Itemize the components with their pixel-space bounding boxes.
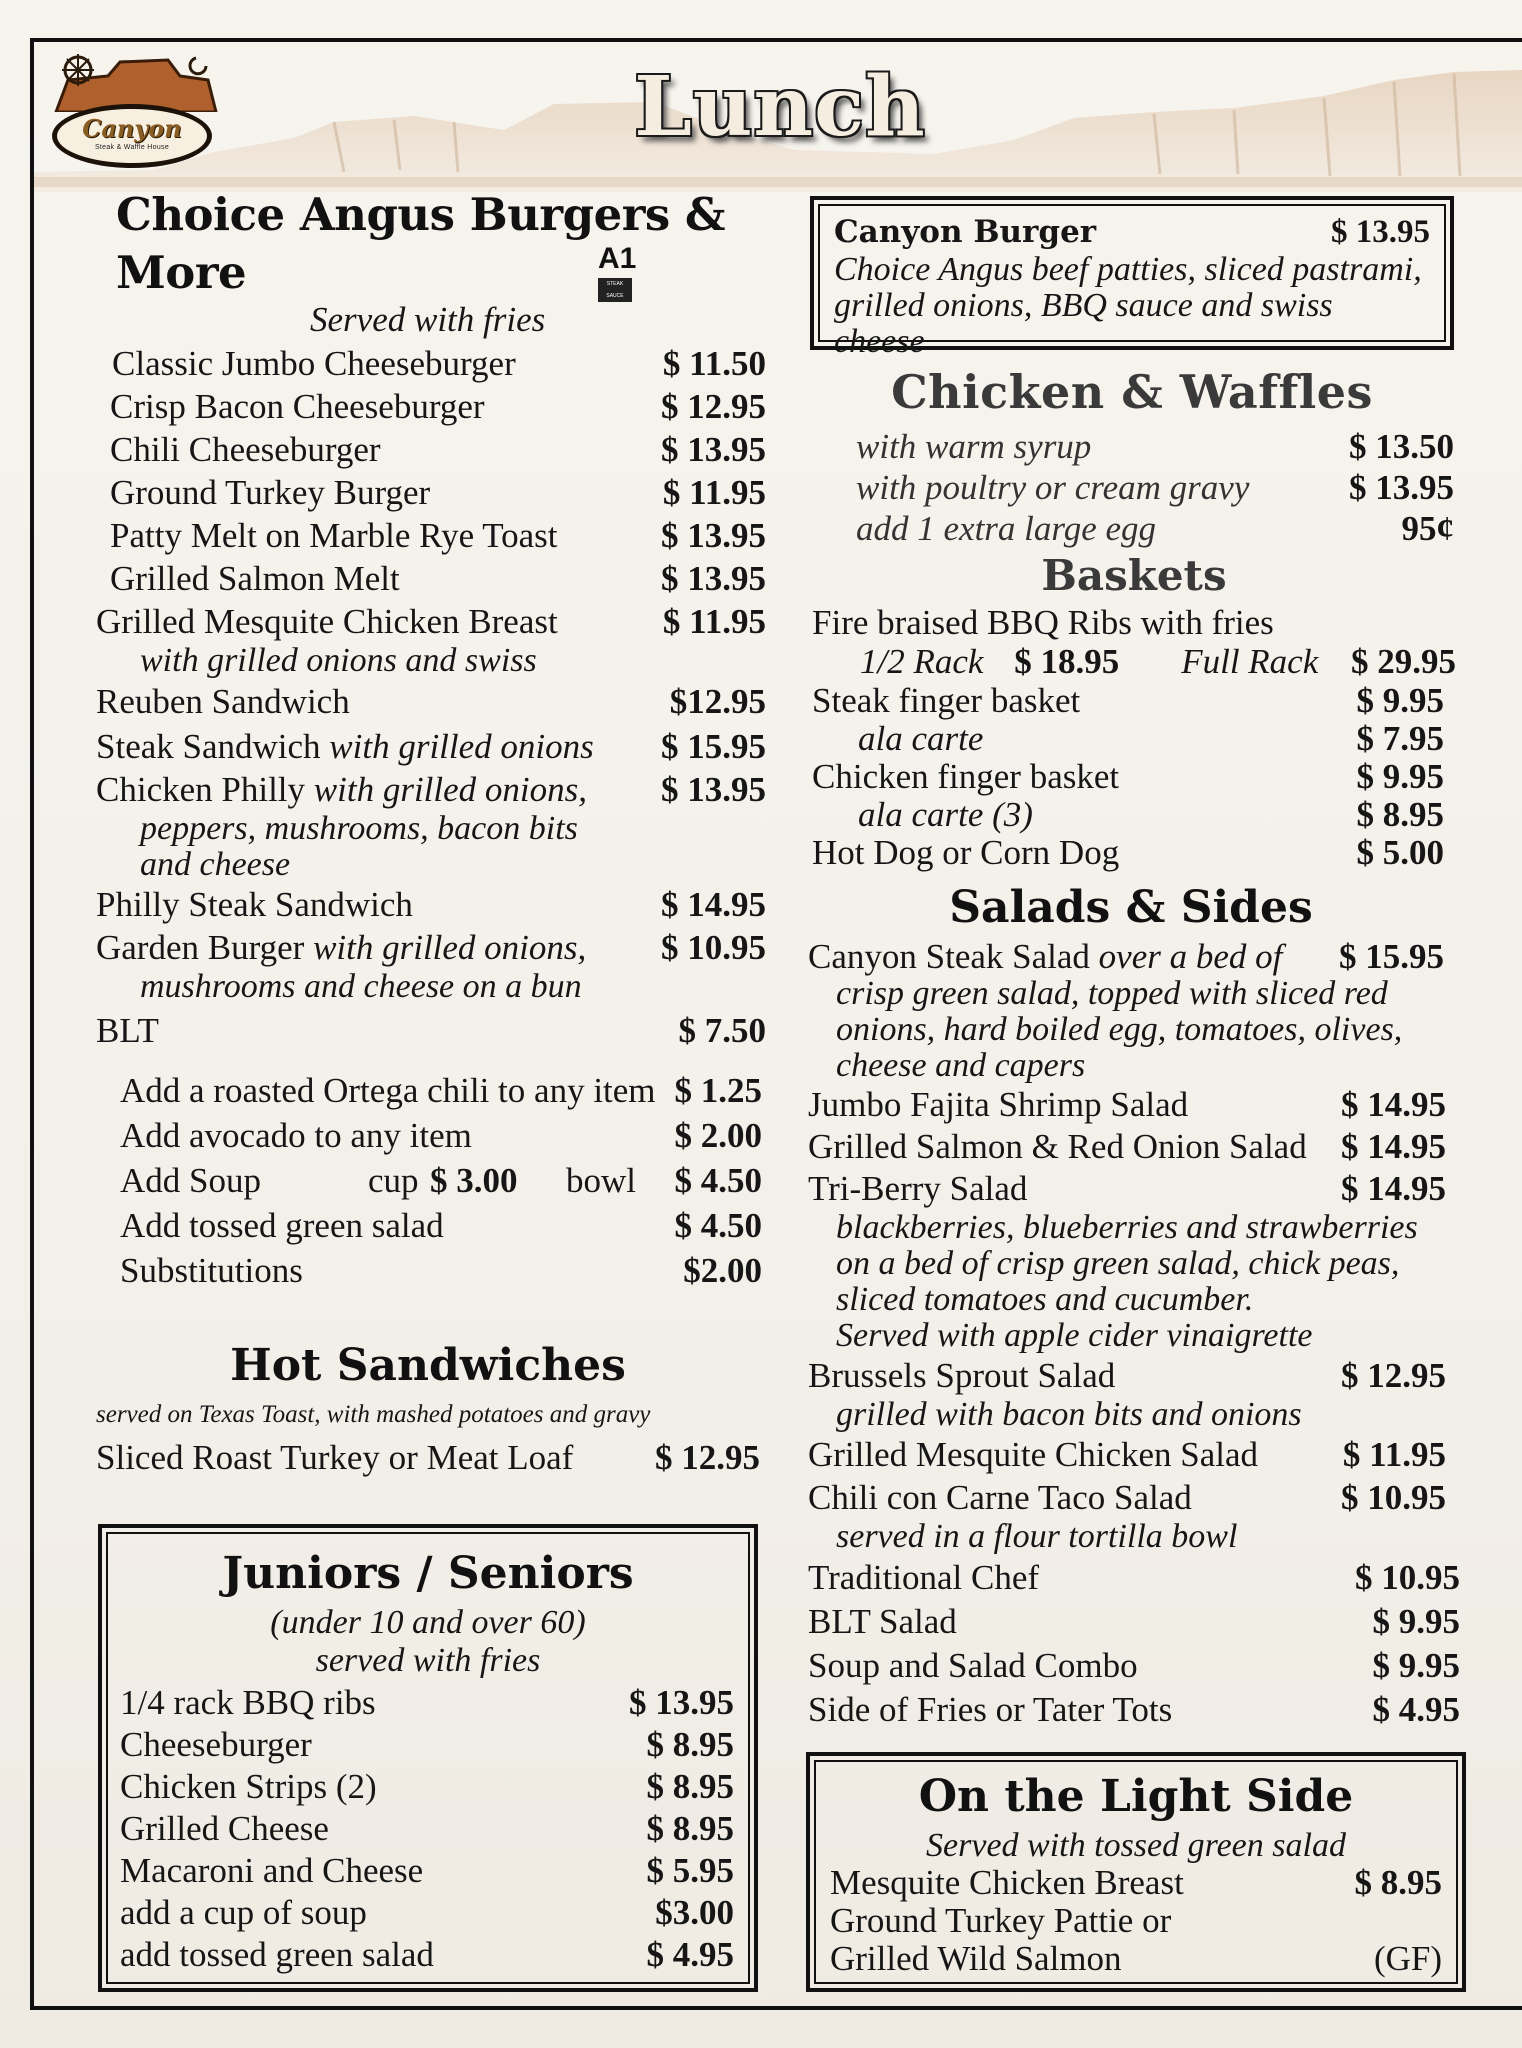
item-name: Chicken finger basket: [812, 757, 1120, 796]
mesa-logo-icon: [48, 52, 220, 112]
light-side-row-1: [830, 1864, 1442, 1902]
item-price: $ 13.95: [661, 770, 766, 809]
waffles-section: [810, 358, 1454, 549]
salad-item: [808, 1688, 1460, 1732]
addon-item: [120, 1248, 760, 1293]
gf-badge: (GF): [1373, 1939, 1442, 1978]
item-name: Hot Dog or Corn Dog: [812, 833, 1120, 872]
burger-item: [96, 679, 766, 725]
item-name: ala carte (3): [858, 795, 1033, 834]
item-name-group: [110, 428, 381, 471]
steak-salad-desc: [836, 976, 1454, 1084]
item-name: with warm syrup: [856, 427, 1092, 466]
addon-item: [120, 1068, 760, 1113]
item-name: Side of Fries or Tater Tots: [808, 1690, 1173, 1729]
item-price: $ 9.95: [1356, 681, 1444, 720]
logo-subtitle: Steak & Waffle House: [94, 144, 170, 151]
salad-item: [808, 1644, 1460, 1688]
item-name: Reuben Sandwich: [96, 682, 350, 721]
item-price: $ 13.95: [661, 430, 766, 469]
item-price: $ 11.50: [662, 344, 766, 383]
item-name: Soup and Salad Combo: [808, 1646, 1138, 1685]
item-name: BLT: [96, 1011, 159, 1050]
baskets-section: [812, 548, 1456, 872]
item-price: $ 10.95: [661, 928, 766, 967]
item-price: $12.95: [669, 682, 766, 721]
item-price: $ 13.95: [661, 516, 766, 555]
item-name: Crisp Bacon Cheeseburger: [110, 387, 485, 426]
steak-salad-inline: over a bed of: [1098, 937, 1283, 976]
bowl-label: bowl: [566, 1161, 636, 1200]
item-price: $ 10.95: [1341, 1478, 1446, 1517]
item-price: $ 14.95: [661, 885, 766, 924]
full-rack-price: $ 29.95: [1351, 642, 1456, 681]
item-name: Brussels Sprout Salad: [808, 1356, 1116, 1395]
ribs-row: [812, 604, 1456, 642]
junior-item: [120, 1682, 734, 1724]
junior-item: [120, 1766, 734, 1808]
item-name: Tri-Berry Salad: [808, 1169, 1028, 1208]
item-price: $ 13.95: [661, 559, 766, 598]
item-name: Grilled Cheese: [120, 1809, 329, 1848]
waffle-item: [856, 426, 1454, 467]
item-name: Philly Steak Sandwich: [96, 885, 413, 924]
item-inline-desc: with grilled onions: [329, 727, 594, 766]
item-name: Patty Melt on Marble Rye Toast: [110, 516, 558, 555]
brussels-desc: grilled with bacon bits and onions: [836, 1396, 1302, 1433]
desc-line: onions, hard boiled egg, tomatoes, olives,: [836, 1011, 1403, 1048]
item-price: $ 2.00: [674, 1116, 762, 1155]
hot-sandwiches-subtitle: served on Texas Toast, with mashed potatoes and gravy: [96, 1401, 651, 1428]
item-price: $ 12.95: [1341, 1356, 1446, 1395]
item-name: Steak Sandwich: [96, 727, 321, 766]
addon-item: [120, 1113, 760, 1158]
item-name: Steak finger basket: [812, 681, 1081, 720]
item-price: $ 9.95: [1356, 757, 1444, 796]
salad-mid-list: [808, 1084, 1454, 1210]
item-price: $ 4.95: [1372, 1690, 1460, 1729]
canyon-burger-row: [834, 212, 1430, 252]
salad-item: [808, 1084, 1454, 1126]
item-name: Chicken Strips (2): [120, 1767, 377, 1806]
item-name-group: [110, 385, 485, 428]
item-price: $ 8.95: [646, 1767, 734, 1806]
chili-salad-row: [808, 1478, 1454, 1518]
item-price: $ 9.95: [1372, 1646, 1460, 1685]
item-price: $ 13.50: [1349, 427, 1454, 466]
brussels-row: [808, 1354, 1454, 1398]
burger-item: [112, 342, 766, 385]
desc-line: sliced tomatoes and cucumber.: [836, 1281, 1254, 1318]
item-price: $ 11.95: [662, 602, 766, 641]
item-name-group: [110, 471, 430, 514]
item-name: Chicken Philly: [96, 770, 306, 809]
triberry-desc: [836, 1210, 1454, 1354]
cup-label: cup: [368, 1161, 419, 1200]
addon-item: [120, 1203, 760, 1248]
item-price: $ 7.50: [678, 1011, 766, 1050]
burgers-title: Choice Angus Burgers & More: [116, 188, 726, 299]
item-name: Add tossed green salad: [120, 1206, 444, 1245]
item-name-group: [110, 557, 400, 600]
item-desc: with grilled onions and swiss: [140, 642, 537, 679]
junior-item: [120, 1934, 734, 1976]
canyon-burger-price: $ 13.95: [1331, 214, 1430, 250]
item-name-group: [96, 600, 558, 643]
juniors-subtitle-2: served with fries: [315, 1642, 541, 1679]
item-desc: mushrooms and cheese on a bun: [140, 968, 582, 1005]
salad-item: [808, 1168, 1454, 1210]
half-rack-group: [860, 642, 1119, 682]
juniors-box: [98, 1524, 758, 1992]
full-rack-group: [1181, 642, 1456, 682]
burger-item: [96, 725, 766, 768]
item-price: $ 5.00: [1356, 833, 1444, 872]
salad-item: [808, 1556, 1460, 1600]
juniors-subtitle: (under 10 and over 60): [270, 1604, 586, 1641]
item-name: Grilled Salmon Melt: [110, 559, 400, 598]
light-side-line-2: Ground Turkey Pattie or: [830, 1901, 1172, 1940]
left-column: [96, 186, 766, 1052]
item-price: $ 1.25: [674, 1071, 762, 1110]
basket-item: [812, 682, 1456, 720]
item-price: $ 4.95: [646, 1935, 734, 1974]
junior-item: [120, 1850, 734, 1892]
item-name: Substitutions: [120, 1251, 303, 1290]
item-price: $2.00: [683, 1251, 762, 1290]
basket-item: [812, 720, 1456, 758]
salad-item: [808, 1600, 1460, 1644]
item-name: Classic Jumbo Cheeseburger: [112, 344, 516, 383]
item-name: 1/4 rack BBQ ribs: [120, 1683, 376, 1722]
item-price: $3.00: [655, 1893, 734, 1932]
item-name: Garden Burger: [96, 928, 305, 967]
cup-price: $ 3.00: [430, 1161, 518, 1200]
burger-item: [96, 883, 766, 926]
desc-line: crisp green salad, topped with sliced red: [836, 975, 1388, 1012]
item-name: Grilled Mesquite Chicken Breast: [96, 602, 558, 641]
burger-item: [110, 557, 766, 600]
basket-item: [812, 758, 1456, 796]
desc-line: blackberries, blueberries and strawberries: [836, 1209, 1418, 1246]
item-price: $ 13.95: [629, 1683, 734, 1722]
canyon-burger-desc-2: grilled onions, BBQ sauce and swiss cheese: [834, 287, 1333, 360]
desc-line: Served with apple cider vinaigrette: [836, 1317, 1313, 1354]
junior-item: [120, 1724, 734, 1766]
canyon-burger-name: Canyon Burger: [834, 214, 1097, 250]
item-name: Cheeseburger: [120, 1725, 312, 1764]
steak-salad-name-group: [808, 938, 1282, 976]
mesquite-salad-row: [808, 1432, 1454, 1478]
burger-item: [110, 514, 766, 557]
light-side-box: [806, 1752, 1466, 1992]
waffles-title: Chicken & Waffles: [891, 365, 1373, 419]
item-name-group: [96, 725, 594, 768]
item-name: add 1 extra large egg: [856, 509, 1157, 548]
item-name-group: [96, 926, 586, 969]
juniors-box-inner: [106, 1532, 750, 1984]
item-name: Traditional Chef: [808, 1558, 1040, 1597]
steak-salad-name: Canyon Steak Salad: [808, 937, 1090, 976]
item-name: with poultry or cream gravy: [856, 468, 1250, 507]
item-name-group: [96, 1009, 159, 1052]
light-side-line-3: Grilled Wild Salmon: [830, 1939, 1122, 1978]
full-rack-label: Full Rack: [1181, 642, 1319, 681]
item-price: 95¢: [1401, 509, 1454, 548]
item-name: Chili con Carne Taco Salad: [808, 1478, 1192, 1517]
basket-item: [812, 834, 1456, 872]
salads-title: Salads & Sides: [949, 882, 1313, 933]
hot-sandwich-item: [96, 1436, 760, 1479]
juniors-list: [120, 1682, 734, 1976]
item-name: Macaroni and Cheese: [120, 1851, 424, 1890]
canyon-burger-box: [810, 196, 1454, 360]
item-price: $ 4.50: [674, 1206, 762, 1245]
junior-item: [120, 1808, 734, 1850]
light-side-row-2: [830, 1902, 1442, 1940]
addons-list: [120, 1068, 760, 1293]
item-inline-desc: with grilled onions,: [313, 928, 587, 967]
steak-salad-row: [808, 938, 1454, 976]
item-name: Grilled Salmon & Red Onion Salad: [808, 1127, 1307, 1166]
item-price: $ 4.50: [674, 1161, 762, 1200]
item-price: $ 12.95: [661, 387, 766, 426]
item-name: Ground Turkey Burger: [110, 473, 431, 512]
item-price: $ 7.95: [1356, 719, 1444, 758]
light-side-title: On the Light Side: [918, 1771, 1354, 1822]
item-price: $ 8.95: [646, 1809, 734, 1848]
steak-salad-price: $ 15.95: [1339, 937, 1444, 976]
burger-item: [110, 471, 766, 514]
half-rack-label: 1/2 Rack: [860, 642, 984, 681]
burgers-subtitle: Served with fries: [310, 300, 546, 339]
item-price: $ 14.95: [1341, 1085, 1446, 1124]
light-side-box-inner: [814, 1760, 1458, 1984]
item-desc: peppers, mushrooms, bacon bits: [140, 810, 578, 847]
light-side-price: $ 8.95: [1354, 1863, 1442, 1902]
light-side-subtitle: Served with tossed green salad: [926, 1827, 1346, 1864]
juniors-title: Juniors / Seniors: [222, 1548, 634, 1599]
junior-item: [120, 1892, 734, 1934]
page-title: Lunch: [634, 59, 926, 155]
logo-badge: [52, 104, 212, 168]
ribs-prices-row: [812, 642, 1456, 682]
item-price: $ 8.95: [1356, 795, 1444, 834]
chili-salad-desc: served in a flour tortilla bowl: [836, 1518, 1238, 1555]
item-name: ala carte: [858, 719, 984, 758]
item-price: $ 14.95: [1341, 1127, 1446, 1166]
burger-item: [110, 385, 766, 428]
item-name: add tossed green salad: [120, 1935, 434, 1974]
item-desc-2: and cheese: [140, 846, 291, 883]
burger-item: [110, 428, 766, 471]
a1-sauce-icon: A1 STEAK SAUCE: [598, 244, 632, 300]
item-name: Add a roasted Ortega chili to any item: [120, 1071, 656, 1110]
item-price: $ 5.95: [646, 1851, 734, 1890]
burger-item: [96, 600, 766, 643]
burger-item: [96, 768, 766, 811]
item-price: $ 11.95: [662, 473, 766, 512]
salads-section: [808, 878, 1460, 1732]
item-price: $ 10.95: [1355, 1558, 1460, 1597]
item-price: $ 12.95: [655, 1438, 760, 1477]
burger-item: [96, 926, 766, 969]
item-name: Add Soup: [120, 1161, 261, 1200]
salad-end-list: [808, 1556, 1460, 1732]
item-name: add a cup of soup: [120, 1893, 367, 1932]
light-side-line-1: Mesquite Chicken Breast: [830, 1863, 1184, 1902]
item-price: $ 15.95: [661, 727, 766, 766]
item-name-group: [96, 679, 350, 725]
burger-item: [96, 1009, 766, 1052]
waffle-item: [856, 467, 1454, 508]
salad-item: [808, 1126, 1454, 1168]
half-rack-price: $ 18.95: [1014, 642, 1120, 681]
hot-sandwiches-title: Hot Sandwiches: [230, 1340, 626, 1391]
item-name: BLT Salad: [808, 1602, 957, 1641]
basket-list: [812, 682, 1456, 872]
addon-left-group: [120, 1158, 640, 1203]
item-price: $ 9.95: [1372, 1602, 1460, 1641]
light-side-row-3: [830, 1940, 1442, 1978]
burger-list: [96, 342, 766, 1052]
item-inline-desc: with grilled onions,: [313, 770, 587, 809]
item-name: Add avocado to any item: [120, 1116, 472, 1155]
item-price: $ 8.95: [646, 1725, 734, 1764]
basket-item: [812, 796, 1456, 834]
canyon-burger-desc-1: Choice Angus beef patties, sliced pastrami,: [834, 251, 1422, 288]
item-name-group: [96, 768, 587, 811]
item-name: Chili Cheeseburger: [110, 430, 381, 469]
waffle-item: [856, 508, 1454, 549]
item-price: $ 14.95: [1341, 1169, 1446, 1208]
canyon-logo: [48, 52, 220, 174]
item-price: $ 11.95: [1342, 1435, 1446, 1474]
item-price: $ 13.95: [1349, 468, 1454, 507]
logo-name: Canyon: [82, 114, 182, 143]
addon-item: [120, 1158, 760, 1203]
baskets-title: Baskets: [1041, 551, 1227, 600]
ribs-name: Fire braised BBQ Ribs with fries: [812, 603, 1274, 642]
waffle-list: [856, 426, 1454, 549]
item-name-group: [110, 514, 558, 557]
desc-line: on a bed of crisp green salad, chick peas,: [836, 1245, 1400, 1282]
canyon-burger-box-inner: [818, 204, 1446, 360]
desc-line: cheese and capers: [836, 1047, 1086, 1084]
hot-sandwiches-section: [96, 1336, 760, 1479]
item-name: Sliced Roast Turkey or Meat Loaf: [96, 1438, 574, 1477]
item-name: Grilled Mesquite Chicken Salad: [808, 1435, 1259, 1474]
item-name-group: [112, 342, 516, 385]
item-name-group: [96, 883, 413, 926]
item-name: Jumbo Fajita Shrimp Salad: [808, 1085, 1189, 1124]
